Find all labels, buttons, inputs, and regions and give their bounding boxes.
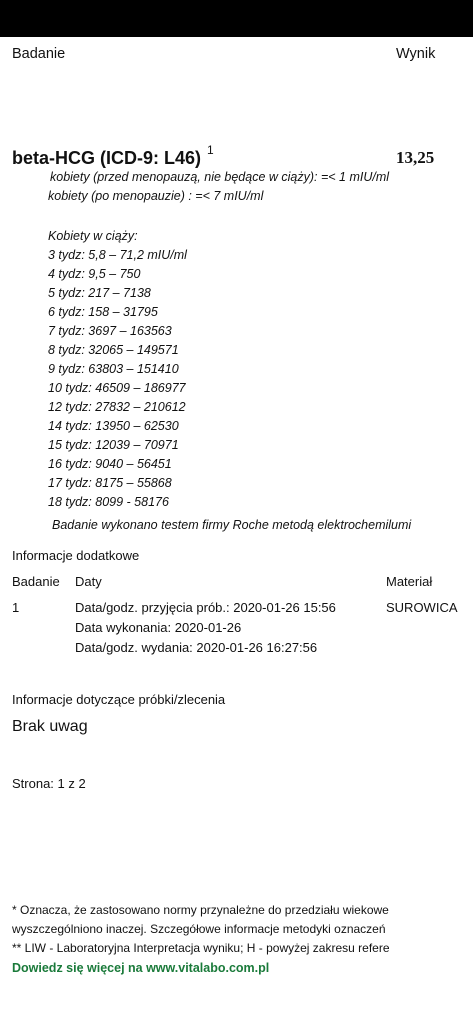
column-header-test: Badanie [12,46,66,62]
pregnant-heading: Kobiety w ciąży: [48,229,138,243]
pregnancy-week-range: 5 tydz: 217 – 7138 [48,286,151,300]
pregnancy-week-range: 18 tydz: 8099 - 58176 [48,495,169,509]
pregnancy-week-range: 17 tydz: 8175 – 55868 [48,476,172,490]
pregnancy-week-range: 6 tydz: 158 – 31795 [48,305,158,319]
date-performed: Data wykonania: 2020-01-26 [75,620,242,635]
column-header-result: Wynik [396,46,436,62]
additional-info-title: Informacje dodatkowe [12,548,140,563]
footnote-marker: 1 [207,143,214,157]
pregnancy-week-range: 9 tydz: 63803 – 151410 [48,362,179,376]
sample-info-title: Informacje dotyczące próbki/zlecenia [12,692,226,707]
footer-note-3: ** LIW - Laboratoryjna Interpretacja wyniku; H - powyżej zakresu refere [12,941,390,955]
pregnancy-week-range: 16 tydz: 9040 – 56451 [48,457,172,471]
status-bar [0,0,473,37]
footer-note-2: wyszczególniono inaczej. Szczegółowe informacje metodyki oznaczeń [12,922,386,936]
additional-col-material: Materiał [386,574,433,589]
material-value: SUROWICA [386,600,458,615]
additional-row-test-no: 1 [12,600,20,615]
pregnancy-week-range: 7 tydz: 3697 – 163563 [48,324,172,338]
page-number: Strona: 1 z 2 [12,776,86,791]
method-note: Badanie wykonano testem firmy Roche metodą elektrochemilumi [52,518,412,532]
pregnancy-week-range: 3 tydz: 5,8 – 71,2 mIU/ml [48,248,187,262]
pregnancy-week-range: 12 tydz: 27832 – 210612 [48,400,186,414]
test-name-text: beta-HCG (ICD-9: L46) [12,148,202,168]
date-issued: Data/godz. wydania: 2020-01-26 16:27:56 [75,640,318,655]
pregnancy-week-range: 10 tydz: 46509 – 186977 [48,381,186,395]
pregnancy-week-range: 4 tydz: 9,5 – 750 [48,267,141,281]
additional-col-test: Badanie [12,574,60,589]
test-name [12,143,214,169]
pregnancy-week-range: 14 tydz: 13950 – 62530 [48,419,179,433]
more-info-link[interactable]: Dowiedz się więcej na www.vitalabo.com.pl [12,961,270,975]
pregnancy-week-range: 8 tydz: 32065 – 149571 [48,343,179,357]
footer-note-1: * Oznacza, że zastosowano normy przynależne do przedziału wiekowe [12,903,389,917]
ref-premenopause: kobiety (przed menopauzą, nie będące w ciąży): =< 1 mIU/ml [50,170,390,184]
ref-postmenopause: kobiety (po menopauzie) : =< 7 mIU/ml [48,189,264,203]
date-received: Data/godz. przyjęcia prób.: 2020-01-26 15:56 [75,600,336,615]
pregnancy-week-range: 15 tydz: 12039 – 70971 [48,438,179,452]
test-result-value: 13,25 [396,148,435,167]
additional-col-dates: Daty [75,574,102,589]
sample-info-value: Brak uwag [12,718,88,735]
